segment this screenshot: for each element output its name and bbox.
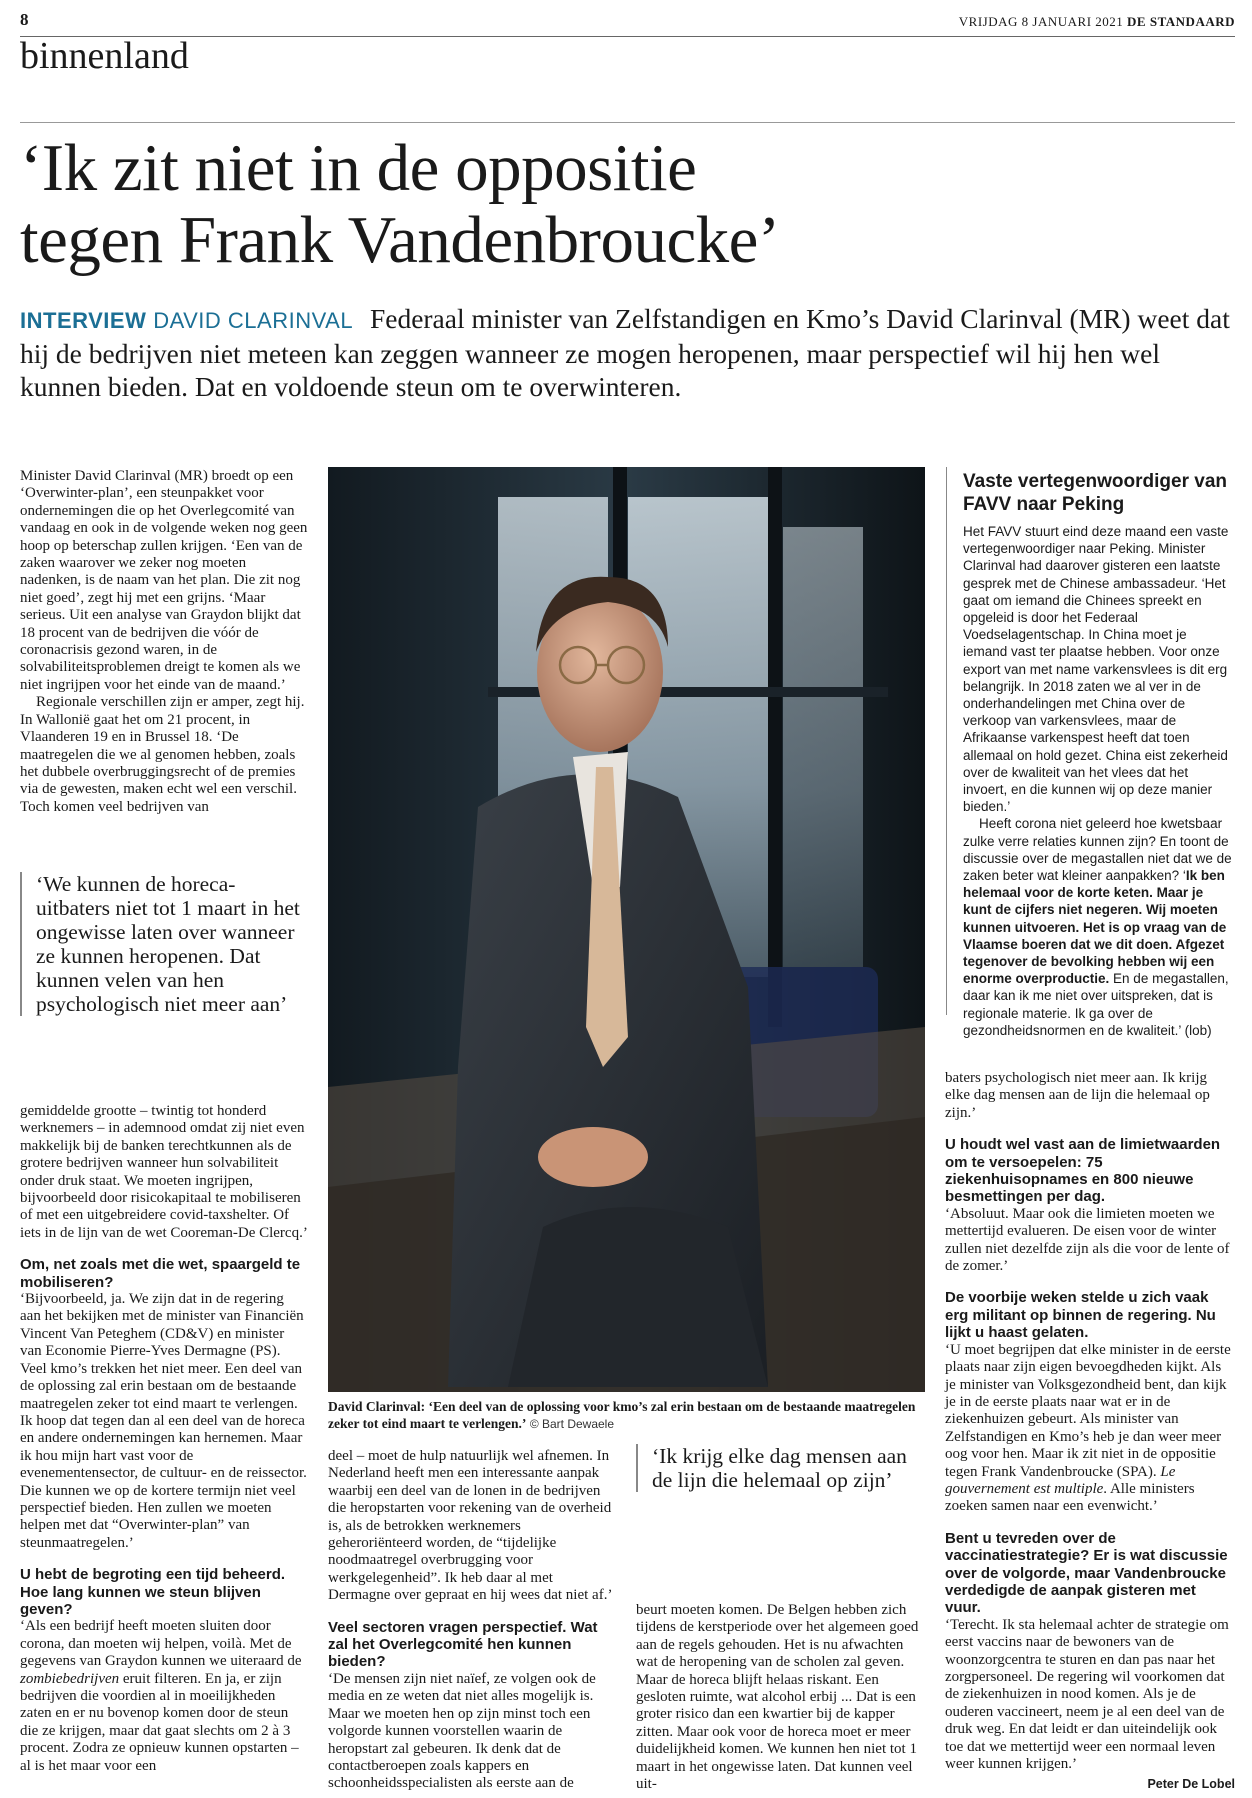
column-3-bottom: [636, 1602, 926, 1793]
page-number: 8: [20, 10, 29, 29]
newspaper-name: DE STANDAARD: [1127, 14, 1235, 29]
paragraph: beurt moeten komen. De Belgen hebben zich tijdens de kerstperiode over het algemeen goed aan de regels gehouden. Het is nu afwachten wat de heropening van de scholen zal geven. Maar de horeca blijft helaas riskant. Een gesloten ruimte, wat alcohol erbij ... Dat is een groter risico dan een kwartier bij de kapper zitten. Maar ook voor de horeca moet er meer duidelijkheid komen. We kunnen hen niet tot 1 maart in het ongewisse laten. Dat kunnen veel uit-: [636, 1602, 919, 1793]
section-title: binnenland: [20, 35, 189, 77]
sidebar-title: Vaste vertegenwoordiger van FAVV naar Peking: [963, 471, 1227, 515]
question: De voorbije weken stelde u zich vaak erg militant op binnen de regering. Nu lijkt u haast gelaten.: [945, 1289, 1216, 1342]
intro-text: Federaal minister van Zelfstandigen en Kmo’s David Clarinval (MR) weet dat hij de bedrijven niet meteen kan zeggen wanneer ze mogen heropenen, maar perspectief wil hij hen wel kunnen bieden. Dat en voldoende steun om te overwinteren.: [20, 303, 1230, 402]
pull-quote-2: ‘Ik krijg elke dag mensen aan de lijn die helemaal op zijn’: [636, 1444, 922, 1492]
paragraph: Minister David Clarinval (MR) broedt op een ‘Overwinter-plan’, een steunpakket voor ondernemingen die op het Overlegcomité van vandaag en ook in de volgende weken nog geen hoop op beterschap zullen krijgen. ‘Een van de zaken waarover we zeker nog moeten nadenken, is de naam van het plan. Die zit nog niet goed’, zegt hij met een grijns. ‘Maar serieus. Uit een analyse van Graydon blijkt dat 18 procent van de bedrijven die vóór de coronacrisis gezond waren, in de solvabiliteitsproblemen dreigt te komen als we niet ingrijpen voor het einde van de maand.’: [20, 468, 308, 693]
headline-line-2: tegen Frank Vandenbroucke’: [20, 203, 780, 277]
paragraph: Regionale verschillen zijn er amper, zegt hij. In Wallonië gaat het om 21 procent, in Vlaanderen 19 en in Brussel 18. ‘De maatregelen die we al genomen hebben, zoals het dubbele overbruggingsrecht of de premies via de gewesten, maken echt wel een verschil. Toch komen veel bedrijven van: [20, 694, 305, 815]
question: Bent u tevreden over de vaccinatiestrategie? Er is wat discussie over de volgorde, maar Vandenbroucke verdedigde de aanpak gisteren met vuur.: [945, 1529, 1228, 1617]
paragraph: deel – moet de hulp natuurlijk wel afnemen. In Nederland heeft men een interessante aanpak waarbij een deel van de lonen in de bedrijven die heropstarten voor rekening van de overheid is, als de betrokken werknemers geheroriënteerd worden, de “tijdelijke noodmaatregel overbrugging voor werkgelegenheid”. Ik heb daar al met Dermagne over gepraat en hij wees dat niet af.’: [328, 1448, 613, 1604]
column-4-bottom: [945, 1070, 1235, 1773]
question: Veel sectoren vragen perspectief. Wat zal het Overlegcomité hen kunnen bieden?: [328, 1618, 598, 1671]
headline-line-1: ‘Ik zit niet in de oppositie: [20, 131, 697, 205]
paragraph: ‘Absoluut. Maar ook die limieten moeten we mettertijd evalueren. De eisen voor de winter zullen niet dezelfde zijn als die voor de lente of de zomer.’: [945, 1205, 1230, 1275]
portrait-photo: [328, 467, 925, 1392]
intro: [20, 302, 1240, 403]
masthead: [959, 14, 1235, 30]
author-byline: Peter De Lobel: [1147, 1777, 1235, 1791]
issue-date: VRIJDAG 8 JANUARI 2021: [958, 14, 1124, 29]
column-2-bottom: [328, 1448, 616, 1793]
paragraph: baters psychologisch niet meer aan. Ik krijg elke dag mensen aan de lijn die helemaal op zijn.’: [945, 1070, 1210, 1121]
paragraph: Het FAVV stuurt eind deze maand een vaste vertegenwoordiger naar Peking. Minister Clarinval had daarover gisteren een laatste gesprek met de Chinese ambassadeur. ‘Het gaat om iemand die Chinees spreekt en opgeleid is door het Federaal Voedselagentschap. In China moet je iemand vast ter plaatse hebben. Voor onze export van met name varkensvlees is dit erg belangrijk. In 2018 zaten we al ver in de onderhandelingen met China over de verkoop van varkensvlees, maar de Afrikaanse varkenspest heeft dat toen allemaal on hold gezet. China eist zekerheid over de kwaliteit van het vlees dat het invoert, en die kunnen wij op deze manier bieden.’: [963, 524, 1229, 815]
photo-credit: © Bart Dewaele: [529, 1417, 615, 1431]
paragraph: Heeft corona niet geleerd hoe kwetsbaar zulke verre relaties kunnen zijn? En toont de discussie over de megastallen niet dat we de zaken beter wat kleiner aanpakken? ‘Ik ben helemaal voor de korte keten. Maar je kunt de cijfers niet negeren. Wij moeten kunnen uitvoeren. Het is op vraag van de Vlaamse boeren dat we dit doen. Afgezet tegenover de bevolking hebben wij een enorme overproductie. En de megastallen, daar kan ik me niet over uitspreken, dat is regionale materie. Ik ga over de gezondheidsnormen en de kwaliteit.’ (lob): [963, 816, 1232, 1038]
section-rule: [20, 122, 1235, 123]
question: U houdt wel vast aan de limietwaarden om te versoepelen: 75 ziekenhuisopnames en 800 nieuwe besmettingen per dag.: [945, 1136, 1221, 1206]
photo-caption: [328, 1398, 928, 1433]
question: U hebt de begroting een tijd beheerd. Hoe lang kunnen we steun blijven geven?: [20, 1566, 286, 1618]
paragraph: ‘U moet begrijpen dat elke minister in de eerste plaats naar zijn eigen bevoegdheden kijkt. Als je minister van Volksgezondheid bent, dan kijk je in de eerste plaats naar wat er in de ziekenhuizen gebeurt. Als minister van Zelfstandigen en Kmo’s heb je dan weer meer oog voor hen. Maar ik zit niet in de oppositie tegen Frank Vandenbroucke (SPA). Le gouvernement est multiple. Alle ministers zoeken samen naar een evenwicht.’: [945, 1341, 1231, 1515]
kicker-type: INTERVIEW: [20, 308, 147, 333]
paragraph: ‘De mensen zijn niet naïef, ze volgen ook de media en ze weten dat niet alles mogelijk is. Maar we moeten hen op zijn minst toch een volgorde kunnen voorstellen waarin de heropstart zal gebeuren. Ik denk dat de contactberoepen zoals kappers en schoonheidsspecialisten als eerste aan de: [328, 1670, 596, 1792]
paragraph: ‘Bijvoorbeeld, ja. We zijn dat in de regering aan het bekijken met de minister van Financiën Vincent Van Peteghem (CD&V) en minister van Economie Pierre-Yves Dermagne (PS). Veel kmo’s trekken het niet meer. Een deel van de oplossing zal erin bestaan om de bestaande maatregelen zeker tot eind maart te verlengen. Ik hoop dat tegen dan al een deel van de horeca en andere ondernemingen kan hernemen. Maar ik hou mijn hart vast voor de evenementensector, de cultuur- en de reissector. Die kunnen we op de kortere termijn niet veel perspectief bieden. Hen zullen we moeten helpen met dat “Overwinter-plan” van steunmaatregelen.’: [20, 1291, 307, 1551]
sidebar-body: [963, 523, 1233, 1039]
paragraph: ‘Terecht. Ik sta helemaal achter de strategie om eerst vaccins naar de bewoners van de woonzorgcentra te sturen en dan pas naar het zorgpersoneel. De regering wil voorkomen dat de ziekenhuizen in nood komen. Als je de ouderen vaccineert, neem je al een deel van de druk weg. En dat leidt er dan uiteindelijk ook toe dat we mettertijd weer een normaal leven weer kunnen krijgen.’: [945, 1616, 1229, 1773]
caption-text: David Clarinval: ‘Een deel van de oplossing voor kmo’s zal erin bestaan om de bestaande maatregelen zeker tot eind maart te verlengen.’: [328, 1399, 916, 1431]
pull-quote-1: ‘We kunnen de horeca-uitbaters niet tot 1 maart in het ongewisse laten over wanneer ze kunnen heropenen. Dat kunnen velen van hen psychologisch niet meer aan’: [20, 872, 306, 1016]
paragraph: ‘Als een bedrijf heeft moeten sluiten door corona, dan moeten wij helpen, voilà. Met de gegevens van Graydon kunnen we uiteraard de zombiebedrijven eruit filteren. En ja, er zijn bedrijven die voordien al in moeilijkheden zaten en er nu bovenop komen door de steun die ze krijgen, maar dat gaat slechts om 2 à 3 procent. Zodra ze opnieuw kunnen opstarten – al is het maar voor een: [20, 1618, 302, 1774]
top-rule: [20, 36, 1235, 37]
column-1-bottom: [20, 1103, 308, 1775]
question: Om, net zoals met die wet, spaargeld te mobiliseren?: [20, 1256, 301, 1291]
sidebar-rule: [946, 467, 947, 1015]
headline: [20, 132, 1220, 276]
kicker-name: DAVID CLARINVAL: [153, 308, 354, 333]
column-1-top: [20, 468, 308, 816]
paragraph: gemiddelde grootte – twintig tot honderd werknemers – in ademnood omdat zij niet even makkelijk bij de banken terechtkunnen als de grotere bedrijven wanneer hun solvabiliteit onder druk staat. We moeten ingrijpen, bijvoorbeeld door risicokapitaal te mobiliseren of met een uitgebreidere covid-taxshelter. Of iets in de lijn van de wet Cooreman-De Clercq.’: [20, 1103, 308, 1241]
